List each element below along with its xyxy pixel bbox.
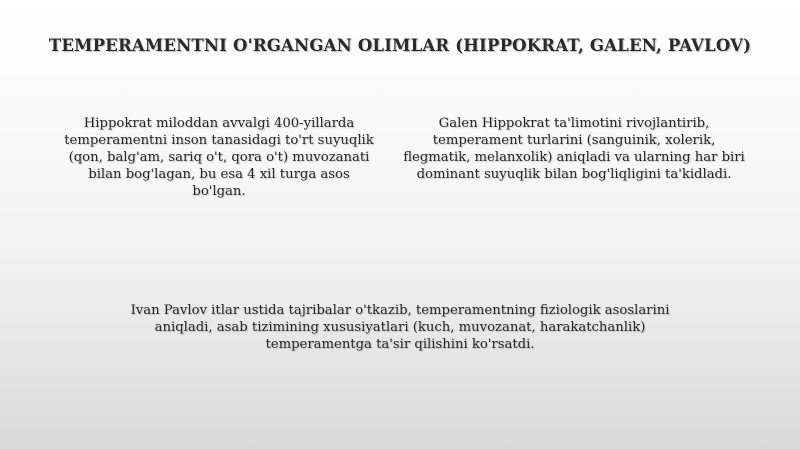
paragraph-galen: Galen Hippokrat ta'limotini rivojlantirib, temperament turlarini (sanguinik, xolerik, flegmatik, melanxolik) aniqladi va ularning har biri dominant suyuqlik bilan bog'liqligini ta'kidladi. bbox=[403, 116, 745, 182]
paragraph-pavlov: Ivan Pavlov itlar ustida tajribalar o'tkazib, temperamentning fiziologik asoslarini aniqladi, asab tizimining xususiyatlari (kuch, muvozanat, harakatchanlik) temperamentga ta'sir qilishini ko'rsatdi. bbox=[130, 303, 670, 352]
paragraph-hippokrat: Hippokrat miloddan avvalgi 400-yillarda temperamentni inson tanasidagi to'rt suyuqlik (qon, balg'am, sariq o't, qora o't) muvozanati bilan bog'lagan, bu esa 4 xil turga asos bo'lgan. bbox=[64, 116, 374, 199]
slide-title: TEMPERAMENTNI O'RGANGAN OLIMLAR (HIPPOKRAT, GALEN, PAVLOV) bbox=[48, 36, 752, 55]
